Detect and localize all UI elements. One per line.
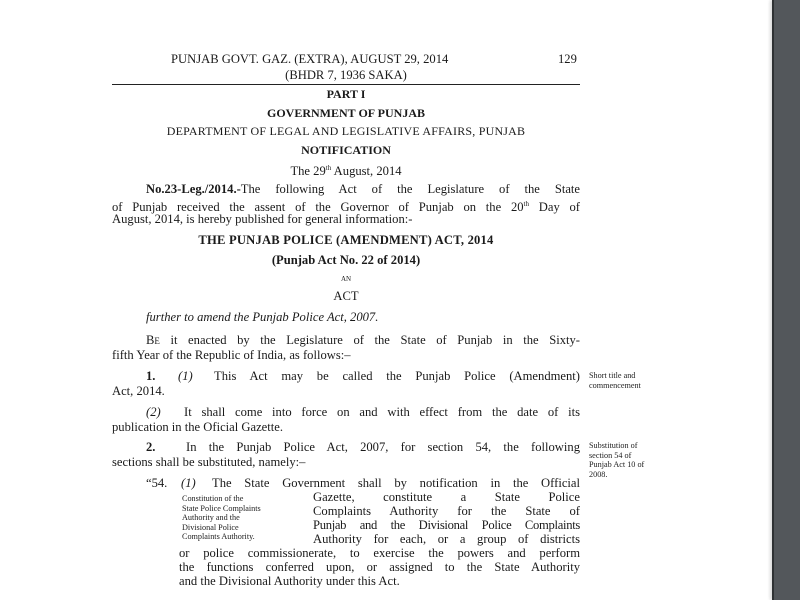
date-suffix: August, 2014: [331, 164, 402, 179]
act-label: ACT: [333, 289, 359, 303]
page-number: 129: [558, 52, 577, 66]
margin-note-line: Substitution of: [589, 441, 638, 450]
an-label: AN: [340, 275, 352, 283]
margin-note-line: Authority and the: [182, 513, 240, 523]
section-1-line-3: [146, 405, 580, 420]
margin-note-line: commencement: [589, 380, 641, 390]
department-heading: DEPARTMENT OF LEGAL AND LEGISLATIVE AFFAIRS, PUNJAB: [166, 124, 526, 138]
section-1-text-1: This Act may be called the Punjab Police (Amendment): [214, 369, 580, 383]
section-54-line-5: Authority for each, or a group of districts: [313, 532, 580, 546]
margin-note-substitution: [589, 441, 644, 479]
section-54-number: “54.: [146, 476, 168, 490]
section-2-number: 2.: [146, 440, 156, 454]
notification-date: [112, 161, 580, 179]
intro-sup: th: [523, 200, 529, 208]
section-54-line-2: Gazette, constitute a State Police: [313, 490, 580, 504]
margin-note-line: State Police Complaints: [182, 503, 261, 513]
margin-note-line: 2008.: [589, 469, 608, 479]
section-54-line-1: [146, 476, 580, 491]
be-rest: E: [154, 336, 160, 346]
purpose-text: further to amend the Punjab Police Act, 2007.: [146, 310, 379, 324]
section-54-line-8: and the Divisional Authority under this Act.: [179, 574, 400, 588]
margin-note-line: Punjab Act 10 of: [589, 460, 645, 470]
section-2-line-1: [146, 440, 580, 455]
intro-text-1: The following Act of the Legislature of the State: [240, 182, 580, 196]
enacting-line-1: [146, 333, 580, 349]
intro-line-3: August, 2014, is hereby published for general information:-: [112, 212, 413, 226]
gazette-header: PUNJAB GOVT. GAZ. (EXTRA), AUGUST 29, 2014: [171, 52, 449, 66]
act-title: THE PUNJAB POLICE (AMENDMENT) ACT, 2014: [198, 233, 494, 247]
section-2-line-2: sections shall be substituted, namely:–: [112, 455, 306, 469]
intro-line-1: [146, 182, 580, 197]
section-54-line-3: Complaints Authority for the State of: [313, 504, 580, 518]
intro-text-2b: Day of: [529, 200, 580, 215]
section-54-text-1: The State Government shall by notification in the Official: [212, 476, 580, 490]
section-2-text-1: In the Punjab Police Act, 2007, for section 54, the following: [186, 440, 580, 454]
section-54-sub: (1): [181, 476, 196, 490]
notification-heading: NOTIFICATION: [301, 143, 391, 157]
act-purpose: [146, 310, 378, 325]
section-1-text-3: It shall come into force on and with effect from the date of its: [184, 405, 580, 419]
section-54-line-4: Punjab and the Divisional Police Complaints: [313, 518, 580, 532]
viewer-side-panel: [772, 0, 800, 600]
margin-note-line: Constitution of the: [182, 494, 244, 503]
section-54-line-7: the functions conferred upon, or assigned to the State Authority: [179, 560, 580, 574]
date-prefix: The 29: [290, 164, 326, 179]
margin-note-line: Complaints Authority.: [182, 532, 255, 542]
act-number: (Punjab Act No. 22 of 2014): [271, 253, 421, 267]
section-1-number: 1.: [146, 369, 156, 383]
margin-note-line: section 54 of: [589, 450, 632, 460]
saka-date: (BHDR 7, 1936 SAKA): [285, 68, 407, 82]
section-1-line-2: Act, 2014.: [112, 384, 165, 398]
margin-note-constitution: [182, 494, 261, 542]
government-heading: GOVERNMENT OF PUNJAB: [266, 106, 425, 120]
section-1-sub-2: (2): [146, 405, 161, 419]
margin-note-short-title: [589, 371, 641, 390]
margin-note-line: Divisional Police: [182, 522, 239, 532]
section-1-sub-1: (1): [178, 369, 193, 383]
notification-number: No.23-Leg./2014.-: [146, 182, 241, 196]
header-rule: [112, 84, 580, 85]
enacting-text-1: it enacted by the Legislature of the State of Punjab in the Sixty-: [159, 333, 580, 347]
margin-note-line: Short title and: [589, 371, 636, 380]
enacting-line-2: fifth Year of the Republic of India, as follows:–: [112, 348, 351, 362]
date-sup: th: [325, 164, 332, 172]
part-heading: PART I: [326, 87, 366, 101]
be-first: B: [146, 333, 155, 347]
intro-text-2a: of Punjab received the assent of the Governor of Punjab on the 20: [112, 200, 524, 215]
section-1-line-1: [146, 369, 580, 384]
section-54-line-6: or police commissionerate, to exercise the powers and perform: [179, 546, 580, 560]
section-1-line-4: publication in the Oficial Gazette.: [112, 420, 283, 434]
